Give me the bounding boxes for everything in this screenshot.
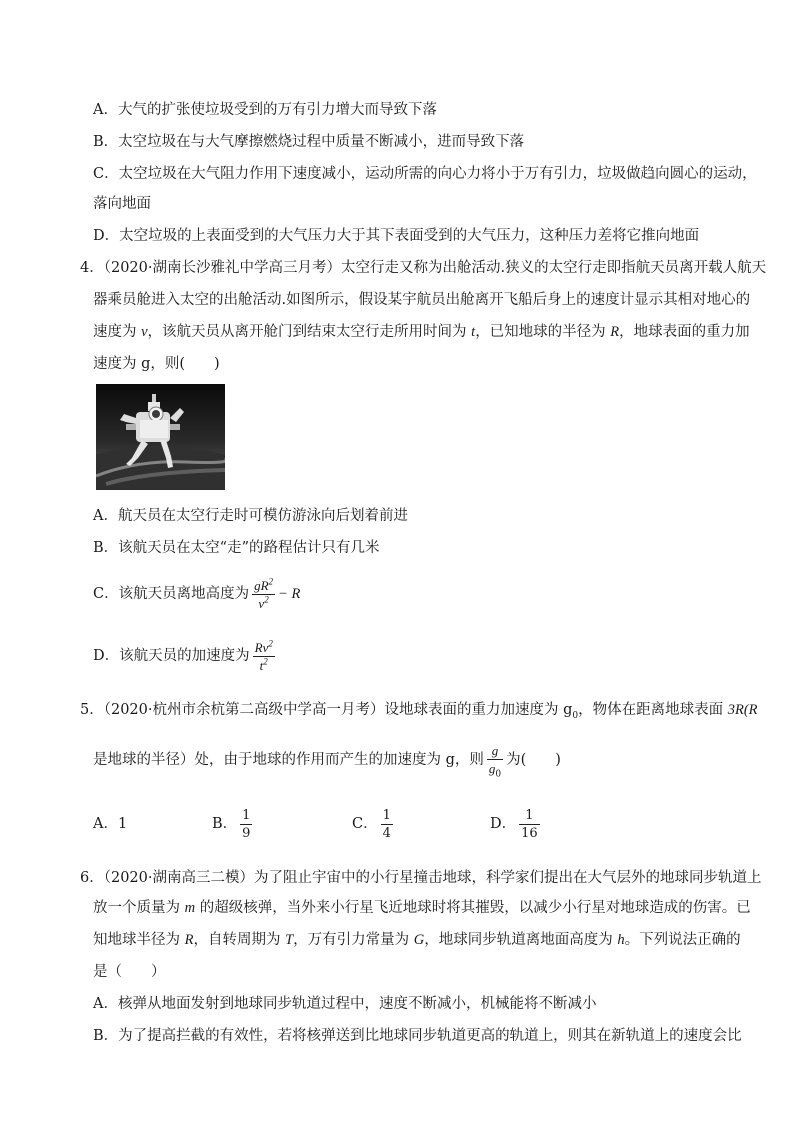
q6-option-a: A．核弹从地面发射到地球同步轨道过程中，速度不断减小，机械能将不断减小 <box>93 996 597 1012</box>
q6-option-b: B．为了提高拦截的有效性，若将核弹送到比地球同步轨道更高的轨道上，则其在新轨道上的速度会比 <box>93 1028 742 1044</box>
q4-c-fraction: $\frac{gR^2}{v^2}$ <box>254 576 274 611</box>
q3-option-a: A．大气的扩张使垃圾受到的万有引力增大而导致下落 <box>93 102 437 118</box>
q3-option-b: B．太空垃圾在与大气摩擦燃烧过程中质量不断减小，进而导致下落 <box>93 134 525 150</box>
astronaut-photo <box>96 384 225 490</box>
q4-option-d: D．该航天员的加速度为 $\frac{Rv^2}{t^2}$ <box>93 638 273 673</box>
q4-option-b: B．该航天员在太空“走”的路程估计只有几米 <box>93 540 380 556</box>
q6-stem-line4: 是（ ） <box>93 964 166 980</box>
q5-stem-fraction: $\frac{g}{g_0}$ <box>488 743 502 780</box>
q4-stem-line1: 4．（2020·湖南长沙雅礼中学高三月考）太空行走又称为出舱活动.狭义的太空行走即指航天员离开载人航天 <box>80 260 767 276</box>
q3-option-c-line1: C．太空垃圾在大气阻力作用下速度减小，运动所需的向心力将小于万有引力，垃圾做趋向圆心的运动， <box>93 166 757 182</box>
q6-stem-line3: 知地球半径为 R，自转周期为 T，万有引力常量为 G，地球同步轨道离地面高度为 h。下列说法正确的 <box>93 932 741 948</box>
q5-stem-line2: 是地球的半径）处，由于地球的作用而产生的加速度为 g，则 $\frac{g}{g_0}$ 为( ) <box>93 743 561 780</box>
q5-stem-line1: 5．（2020·杭州市余杭第二高级中学高一月考）设地球表面的重力加速度为 $g_0$，物体在距离地球表面 3R(R <box>80 702 758 721</box>
q6-stem-line2: 放一个质量为 m 的超级核弹，当外来小行星飞近地球时将其摧毁，以减少小行星对地球造成的伤害。已 <box>93 900 751 916</box>
q4-stem-line2: 器乘员舱进入太空的出舱活动.如图所示，假设某宇航员出舱离开飞船后身上的速度计显示其相对地心的 <box>93 292 751 308</box>
q4-stem-line4: 速度为 g，则( ) <box>93 356 220 372</box>
q5-option-c: C． $\frac{1}{4}$ <box>352 807 391 841</box>
q5-option-d: D． $\frac{1}{16}$ <box>490 807 538 841</box>
q6-stem-line1: 6．（2020·湖南高三二模）为了阻止宇宙中的小行星撞击地球，科学家们提出在大气层外的地球同步轨道上 <box>80 870 762 886</box>
q4-d-fraction: $\frac{Rv^2}{t^2}$ <box>254 638 273 673</box>
q3-option-c-line2: 落向地面 <box>93 196 151 212</box>
q5-option-a: A．1 <box>93 816 128 832</box>
q4-option-c: C．该航天员离地高度为 $\frac{gR^2}{v^2}$ − R <box>93 576 301 611</box>
q3-option-d: D．太空垃圾的上表面受到的大气压力大于其下表面受到的大气压力，这种压力差将它推向地面 <box>93 228 700 244</box>
q4-stem-line3: 速度为 v，该航天员从离开舱门到结束太空行走所用时间为 t，已知地球的半径为 R，地球表面的重力加 <box>93 324 750 340</box>
q4-option-a: A．航天员在太空行走时可模仿游泳向后划着前进 <box>93 508 408 524</box>
q5-option-b: B． $\frac{1}{9}$ <box>212 807 251 841</box>
